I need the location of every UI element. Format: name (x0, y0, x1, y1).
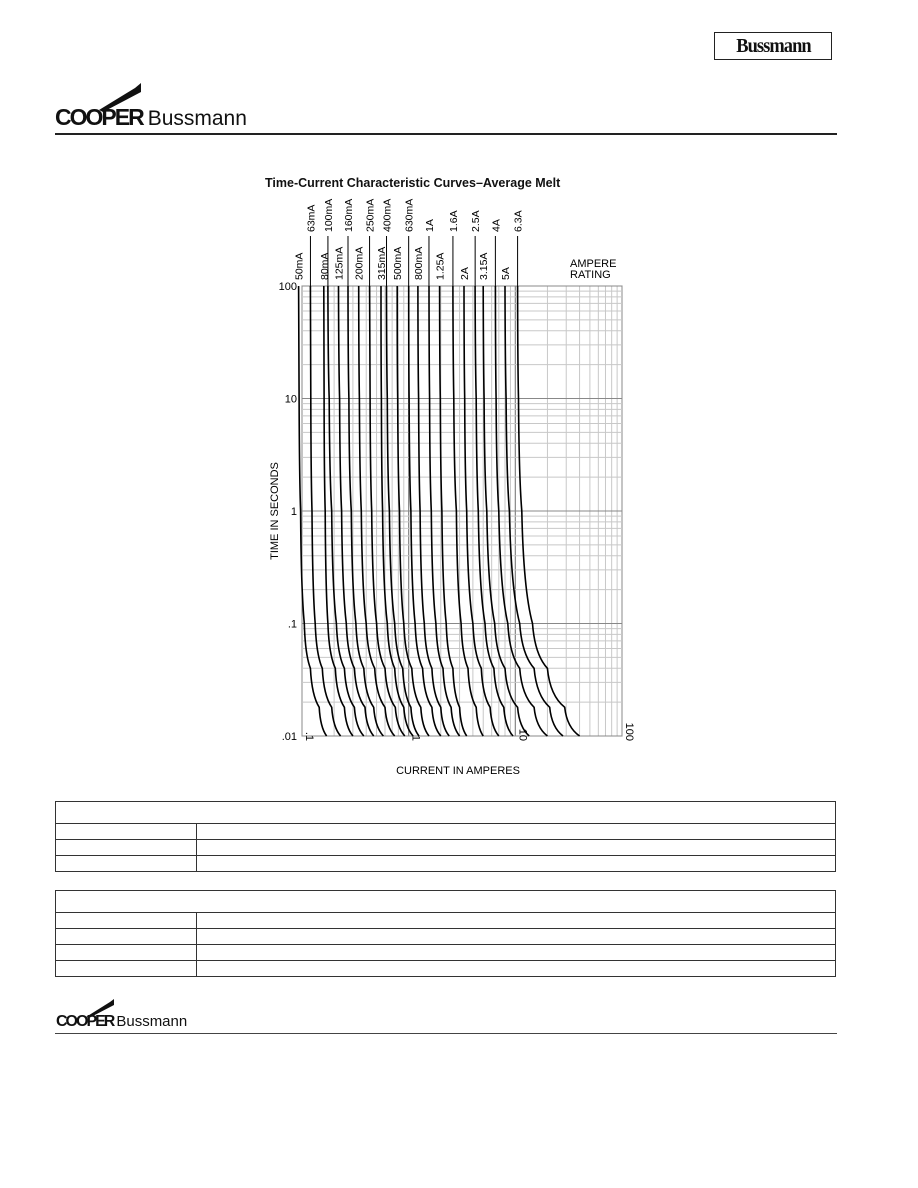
footer-rule (55, 1033, 837, 1034)
table-row (56, 929, 835, 945)
chart-series-labels (294, 199, 525, 286)
y-tick-label: .01 (281, 731, 297, 743)
y-tick-label: 1 (290, 506, 297, 518)
table-row (56, 824, 835, 840)
badge-text: Bussmann (735, 34, 811, 57)
series-label: 160mA (343, 198, 356, 232)
table-row (56, 856, 835, 871)
series-label: 1.25A (434, 252, 447, 280)
series-label: 2A (458, 267, 471, 280)
x-tick-label: 1 (409, 734, 422, 741)
logo-brand: COOPER (55, 104, 143, 130)
series-label: 315mA (375, 246, 388, 280)
table-cell-value (197, 856, 835, 871)
series-label: 200mA (353, 246, 366, 280)
logo-sub: Bussmann (147, 107, 247, 130)
table-row (56, 961, 835, 976)
table-cell-value (197, 824, 835, 839)
series-label: 80mA (318, 252, 331, 280)
series-label: 1A (423, 219, 436, 232)
series-label: 4A (490, 219, 503, 232)
series-label: 6.3A (512, 210, 525, 232)
table-header (56, 891, 835, 913)
series-label: 3.15A (478, 252, 491, 280)
series-label: 100mA (322, 198, 335, 232)
series-label: 50mA (293, 252, 306, 280)
table-cell-label (56, 929, 197, 944)
legend-heading-line-1: AMPERE (570, 258, 617, 270)
series-label: 630mA (403, 198, 416, 232)
footer-logo (56, 1013, 187, 1031)
series-label: 1.6A (447, 210, 460, 232)
table-cell-value (197, 913, 835, 928)
table-row (56, 945, 835, 961)
series-label: 500mA (392, 246, 405, 280)
table-cell-label (56, 824, 197, 839)
spec-table-1 (55, 801, 836, 872)
table-cell-value (197, 840, 835, 855)
footer-swoosh-icon (84, 997, 116, 1019)
series-label: 400mA (381, 198, 394, 232)
table-cell-value (197, 961, 835, 976)
y-tick-label: 100 (278, 281, 297, 293)
table-row (56, 913, 835, 929)
x-axis-label: CURRENT IN AMPERES (396, 765, 520, 777)
y-tick-label: .1 (287, 618, 297, 631)
chart-title: Time-Current Characteristic Curves–Average Melt (265, 176, 561, 190)
series-label: 5A (499, 267, 512, 280)
x-tick-label: 10 (516, 728, 529, 741)
series-label: 63mA (305, 204, 318, 232)
table-cell-label (56, 945, 197, 960)
series-label: 250mA (364, 198, 377, 232)
series-label: 2.5A (470, 210, 483, 232)
x-tick-label: 100 (623, 722, 635, 741)
footer-logo-brand: COOPER (56, 1013, 114, 1030)
table-cell-label (56, 913, 197, 928)
spec-table-2 (55, 890, 836, 977)
legend-heading-line-2: RATING (570, 269, 611, 281)
table-header (56, 802, 835, 824)
footer-logo-sub: Bussmann (116, 1013, 188, 1030)
table-cell-label (56, 961, 197, 976)
table-cell-label (56, 856, 197, 871)
table-row (56, 840, 835, 856)
table-cell-label (56, 840, 197, 855)
chart-grid (302, 286, 622, 736)
y-tick-label: 10 (284, 393, 297, 406)
table-cell-value (197, 945, 835, 960)
series-label: 800mA (412, 246, 425, 280)
table-cell-value (197, 929, 835, 944)
series-label: 125mA (333, 246, 346, 280)
x-tick-label: .1 (303, 731, 315, 741)
y-axis-label: TIME IN SECONDS (269, 462, 281, 560)
